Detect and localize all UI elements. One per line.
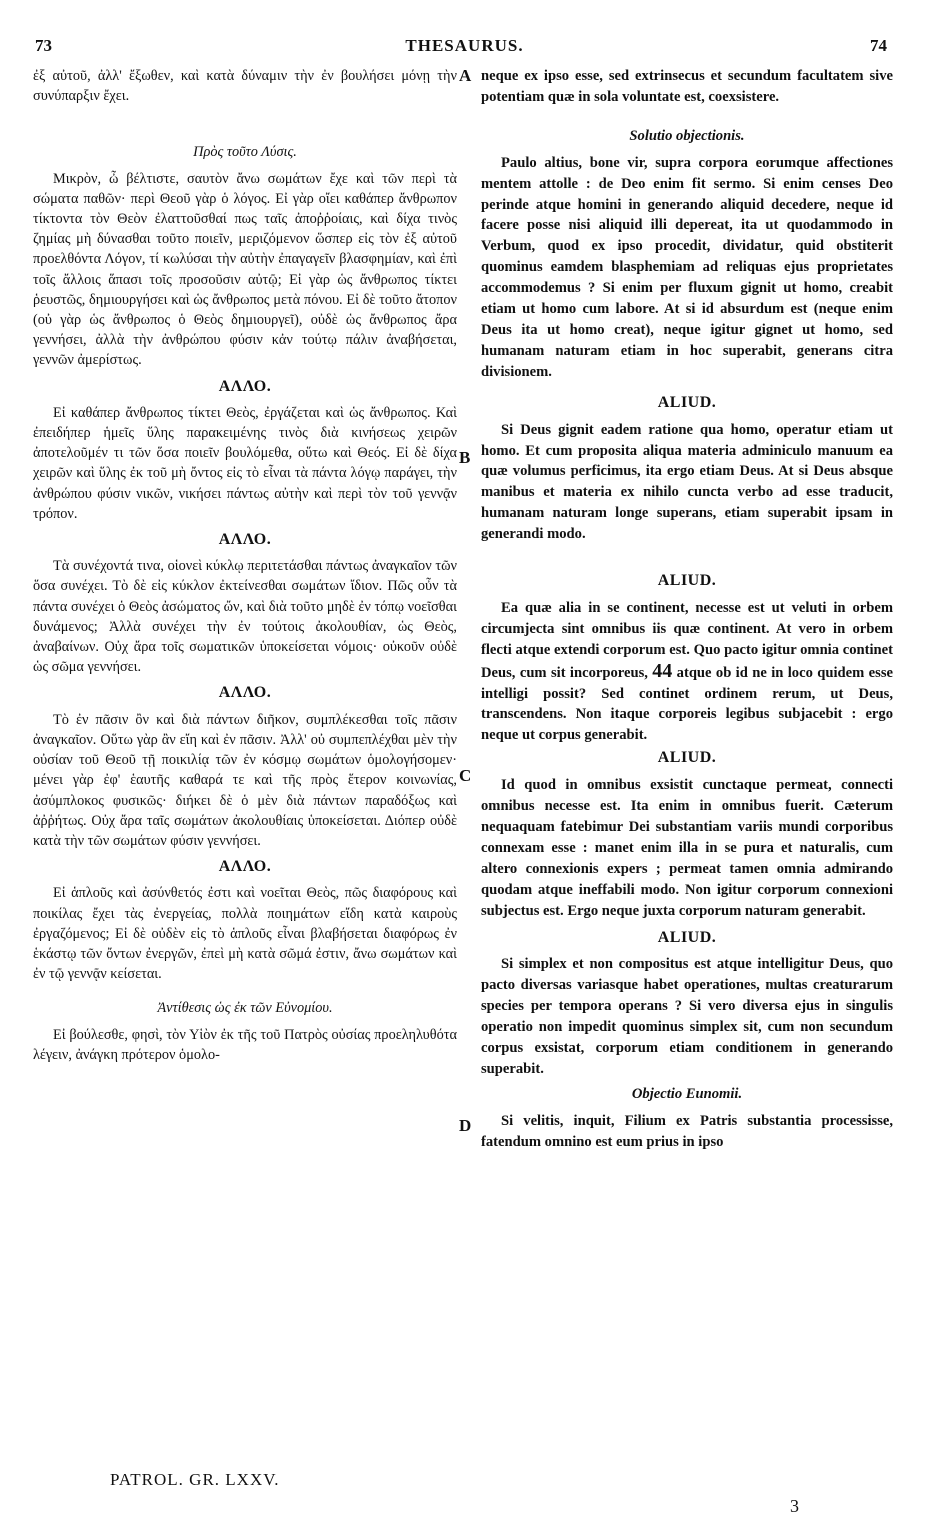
margin-marker-c: C xyxy=(459,766,472,785)
running-header xyxy=(0,36,929,60)
margin-marker-b: B xyxy=(459,448,471,467)
greek-heading: Πρὸς τοῦτο Λύσις. xyxy=(193,144,297,161)
latin-heading: ALIUD. xyxy=(657,749,717,767)
latin-heading: Objectio Eunomii. xyxy=(631,1085,743,1102)
latin-text: atque ob id ne in loco quidem esse intelligi possit? Sed continet ordinem rerum, ut Deus, transcendens. Non itaque corporeis legibus subjacebit : ergo neque ut corpus generabit. xyxy=(481,664,893,744)
greek-heading: ΑΛΛΟ. xyxy=(218,377,272,395)
greek-paragraph: Τὰ συνέχοντά τινα, οἱονεὶ κύκλῳ περιτετάσθαι πάντως ἀναγκαῖον τῶν ὅσα συνέχει. Τὸ δὲ εἰς κύκλον ἐκτείνεσθαι σωμάτων ἴδιον. Πῶς οὖν τὰ πάντα συνέχει ὁ Θεὸς ἀσώματος ὤν, καὶ διὰ τοῦτο μηδὲ ἐν τόπῳ νοεῖσθαι δυνάμενος; Ἀλλὰ συνέχει τὴν ἐν τούτοις ἀκολουθίαν, ὡς Θεὸς, ἀναβαίνων. Οὐχ ἄρα τοῖς σωματικῶν ὑποκείσεται νόμοις· οὐκοῦν οὐδὲ ὡς σῶμα γεννήσει. xyxy=(33,558,457,676)
latin-paragraph: Si velitis, inquit, Filium ex Patris substantia processisse, fatendum omnino est eum prius in ipso xyxy=(481,1112,893,1150)
latin-text: Ea quæ alia in se continent, necesse est ut veluti in orbem circumjecta sint omnibus iis quæ continent. At vero in orbem flecti atque extendi corporum est. Quo pacto igitur omnia continet Deus, cum sit incorporeus, xyxy=(481,599,893,681)
greek-heading: ΑΛΛΟ. xyxy=(218,684,272,702)
left-page-number: 73 xyxy=(35,36,52,55)
greek-paragraph: Εἰ καθάπερ ἄνθρωπος τίκτει Θεὸς, ἐργάζεται καὶ ὡς ἄνθρωπος. Καὶ ἐπειδήπερ ἡμεῖς ὕλης παρακειμένης τινὸς διὰ κινήσεως χειρῶν ἀποτελοῦμέν τι τῶν ὅσα ποιεῖν βουλόμεθα, οὕτω καὶ Θεός. Εἰ δὲ δίχα χειρῶν καὶ ὕλης ἐκ τοῦ μὴ ὄντος εἰς τὸ εἶναι τὰ πάντα λόγῳ παράγει, τὴν ἀνθρώπου φύσιν νικῶν, νικήσει πάντως αὐτὴν καὶ περὶ τὸν τοῦ γεννᾷν τρόπον. xyxy=(33,404,457,522)
margin-marker-d: D xyxy=(459,1116,472,1135)
running-title: THESAURUS. xyxy=(405,36,524,55)
latin-paragraph: Si Deus gignit eadem ratione qua homo, operatur etiam ut homo. Et cum proposita aliqua materia adminiculo manuum ea quæ volumus perficimus, ita ergo etiam Deus. At si Deus absque manibus et materia ex nihilo cuncta verbo ad esse traducit, humanam naturam longe superans, etiam superabit ipsam in generandi modo. xyxy=(481,421,893,543)
latin-paragraph: Si simplex et non compositus est atque intelligitur Deus, quo pacto diversas variasque habet operationes, multas creaturarum species per tempora operans ? Si vero diversa ejus in singulis operatio non impedit quominus simplex sit, cum non secundum corpus exsistat, corporum etiam conditionem in generando superabit. xyxy=(481,956,893,1077)
latin-heading: ALIUD. xyxy=(657,928,717,946)
latin-heading: ALIUD. xyxy=(657,393,717,411)
latin-paragraph: Id quod in omnibus exsistit cunctaque permeat, connecti omnibus necesse est. Ita enim in omnibus fuerit. Cæterum nequaquam fatebimur Dei substantiam variis mundi corporibus connexam esse : manet enim illa in se pura et naturalis, cum altero connexionis expers ; permeat tamen omnia admirando quodam atque ineffabili modo. Non igitur corporum connexioni subjectus est. Ergo neque juxta corporum naturam generabit. xyxy=(481,777,893,919)
right-page-number: 74 xyxy=(870,36,887,55)
greek-column xyxy=(33,66,457,1065)
latin-heading: ALIUD. xyxy=(657,572,717,590)
latin-paragraph: Paulo altius, bone vir, supra corpora eorumque affectiones mentem attolle : de Deo enim fit sermo. Si enim censes Deo perinde atque homini in generando aliquid decedere, neque id facere posse nisi aliquid illi depereat, ita ut quodammodo in Verbum, quod ex ipso procedit, dividatur, quid obstiterit quominus eamdem blasphemiam ad reliquas ejus proprietates accommodemus ? Si enim per fluxum gignit ut homo, creabit etiam ut homo cum labore. At si id absurdum est (neque enim Deus ita ut homo creat), neque igitur gignet ut homo, sed humanam naturam etiam in hoc superabit, generans citra divisionem. xyxy=(481,154,893,380)
signature-number: 3 xyxy=(790,1496,799,1516)
column-number: 44 xyxy=(652,659,673,682)
latin-paragraph xyxy=(481,598,893,746)
greek-paragraph: Μικρὸν, ὦ βέλτιστε, σαυτὸν ἄνω σωμάτων ἔχε καὶ τῶν περὶ τὰ σώματα παθῶν· περὶ Θεοῦ γὰρ ὁ λόγος. Εἰ γὰρ οἴει καθάπερ ἄνθρωπον τίκτοντα τὸν Θεὸν ἐλαττοῦσθαί πως ταῖς ἀποῤῥοίαις, καὶ δίχα τινὸς ζημίας μὴ δύνασθαι τοῦτο ποιεῖν, μεριζόμενον ὥσπερ εἰς τὸν ἐξ αὐτοῦ προελθόντα Λόγον, τί κωλύσαι τὴν αὐτὴν ἐπαγαγεῖν βλασφημίαν, καὶ ἐπὶ τοῖς ἄλλοις ἅπασι τοῖς προσοῦσιν αὐτῷ; Εἰ γὰρ ὡς ἄνθρωπος τίκτει ῥευστῶς, δημιουργήσει καὶ ὡς ἄνθρωπος μετὰ πόνου. Εἰ δὲ τοῦτο ἄτοπον (οὐ γὰρ ὡς ἄνθρωπος ὁ Θεὸς δημιουργεῖ), οὐδὲ ὡς ἄνθρωπος ἄρα γεννήσει, ἀλλὰ τὴν ἀνθρώπου φύσιν κἀν τούτῳ πάλιν ἀναβήσεται, γεννῶν ἀμερίστως. xyxy=(33,170,457,369)
greek-paragraph: ἐξ αὐτοῦ, ἀλλ' ἔξωθεν, καὶ κατὰ δύναμιν τὴν ἐν βουλήσει μόνῃ τὴν συνύπαρξιν ἔχει. xyxy=(33,68,457,105)
greek-heading: Ἀντίθεσις ὡς ἐκ τῶν Εὐνομίου. xyxy=(157,1000,333,1017)
latin-heading: Solutio objectionis. xyxy=(629,127,745,144)
greek-paragraph: Εἰ ἁπλοῦς καὶ ἀσύνθετός ἐστι καὶ νοεῖται Θεὸς, πῶς διαφόρους καὶ ποικίλας ἔχει τὰς ἐνεργείας, πολλὰ ποιημάτων εἴδη κατὰ καιροὺς ἐργαζόμενος; Εἰ δὲ οὐδὲν εἰς τὸ ἁπλοῦς εἶναι βλαβήσεται διαφόρως ἐν ἑκάστῳ τῶν ὄντων ἐνεργῶν, ἐπεὶ μὴ κατὰ σῶμά ἐστιν, ἄνω σωμάτων καὶ ἐν τῷ γεννᾷν κείσεται. xyxy=(33,885,457,983)
greek-heading: ΑΛΛΟ. xyxy=(218,858,272,876)
printer-signature: PATROL. GR. LXXV. xyxy=(110,1470,280,1489)
greek-paragraph: Εἰ βούλεσθε, φησὶ, τὸν Υἱὸν ἐκ τῆς τοῦ Πατρὸς οὐσίας προεληλυθότα λέγειν, ἀνάγκη πρότερον ὁμολο- xyxy=(33,1026,457,1063)
latin-column xyxy=(481,66,893,1153)
latin-paragraph: neque ex ipso esse, sed extrinsecus et secundum facultatem sive potentiam quæ in sola voluntate est, coexsistere. xyxy=(481,68,893,105)
greek-heading: ΑΛΛΟ. xyxy=(218,531,272,549)
greek-paragraph: Τὸ ἐν πᾶσιν ὂν καὶ διὰ πάντων διῆκον, συμπλέκεσθαι τοῖς πᾶσιν ἀναγκαῖον. Οὕτω γὰρ ἂν εἴη καὶ ἐν πᾶσιν. Ἀλλ' οὐ συμπεπλέχθαι μὲν τὴν οὐσίαν τοῦ Θεοῦ τῇ ποικιλίᾳ τῶν ἐν κόσμῳ σωμάτων ὁμολογήσομεν· μένει γὰρ ἐφ' ἑαυτῆς καθαρά τε καὶ τῆς πρὸς ἕτερον κοινωνίας, ἀσύμπλοκος φυσικῶς· διήκει δὲ ὁ μὲν διὰ πάντων παραδόξως καὶ ἀῤῥήτως. Οὐχ ἄρα ταῖς σωμάτων ἀκολουθίαις ὑποκείσεται. Διόπερ οὐδὲ κατὰ τὴν τῶν σωμάτων φύσιν γεννήσει. xyxy=(33,711,457,849)
margin-marker-a: A xyxy=(459,66,472,85)
